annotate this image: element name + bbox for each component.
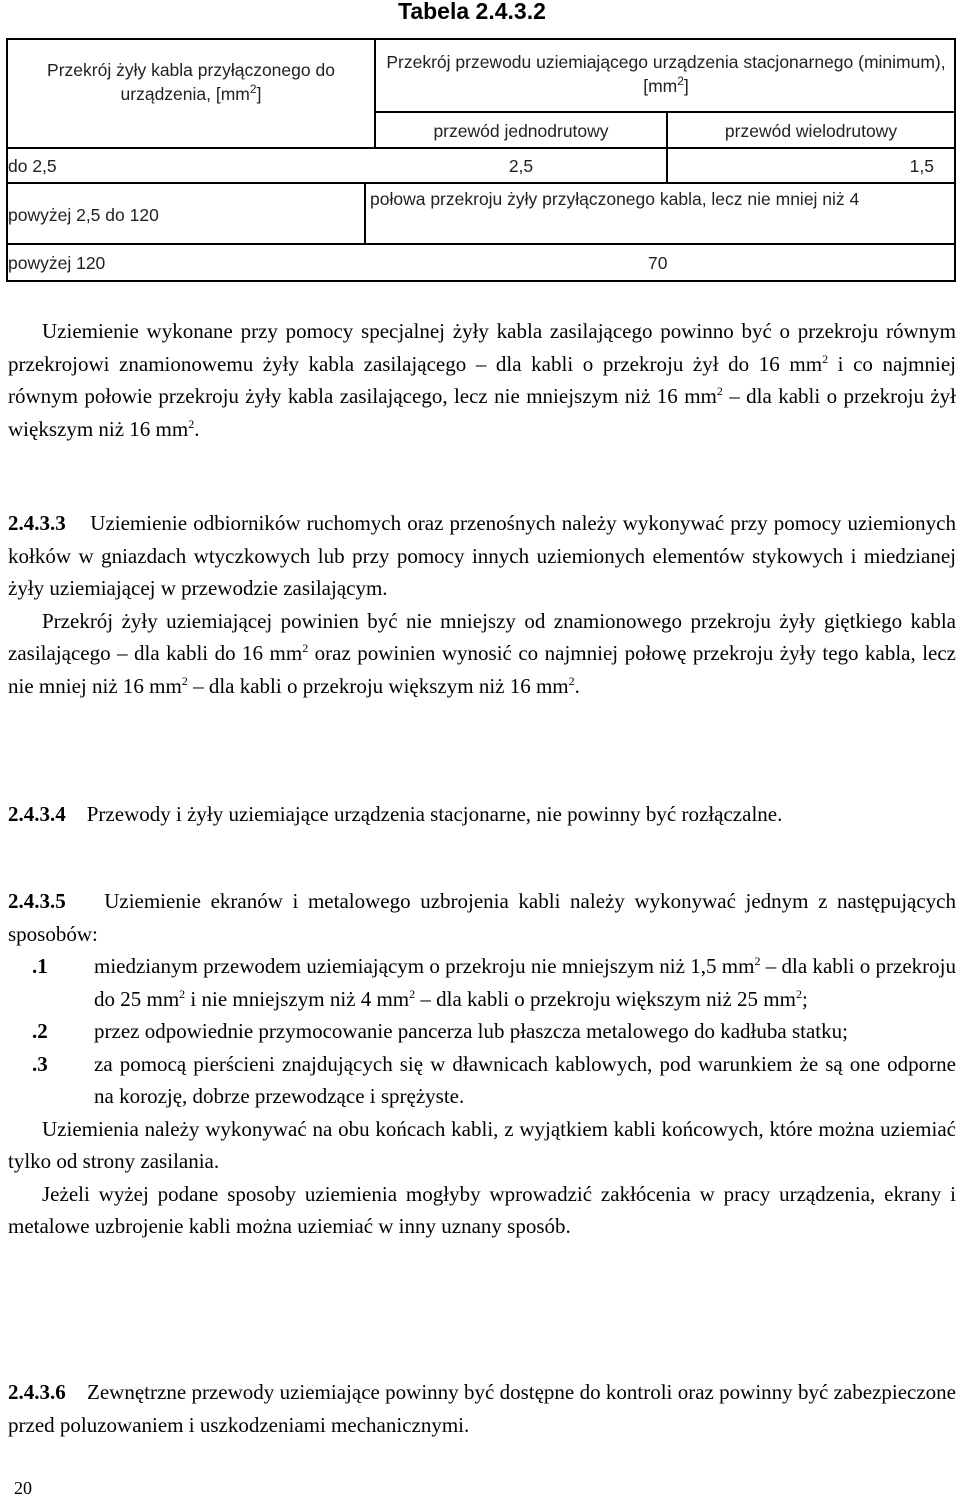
list-marker: .1 [32,954,48,978]
table-header-grounding-section: Przekrój przewodu uziemiającego urządzenia stacjonarnego (minimum), $[mm^2]$ [386,52,946,96]
paragraph: Uziemienie wykonane przy pomocy specjalnej żyły kabla zasilającego powinno być o przekroju równym przekrojowi znamionowemu żyły kabla zasilającego – dla kabli o przekroju żył do 16 $mm^2$ i co najmniej równym połowie przekroju żyły kabla zasilającego, lecz nie mniejszym niż 16 $mm^2$ – dla kabli o przekroju żył większym niż 16 $mm^2$. [8,319,956,441]
table-line [6,147,956,149]
table-line [364,182,366,243]
page-number: 20 [14,1478,32,1498]
paragraph: 2.4.3.6 Zewnętrzne przewody uziemiające powinny być dostępne do kontroli oraz powinny być zabezpieczone przed poluzowaniem i uszkodzeniami mechanicznymi. [8,1380,957,1437]
table-header-cable-section: Przekrój żyły kabla przyłączonego do urządzenia, $[mm^2]$ [47,60,335,104]
list-item: .2 przez odpowiednie przymocowanie pancerza lub płaszcza metalowego do kadłuba statku; [8,1015,956,1048]
section-number: 2.4.3.6 [8,1380,66,1404]
list-marker: .3 [32,1051,48,1076]
table-cell-merged: połowa przekroju żyły przyłączonego kabla, lecz nie mniej niż 4 [370,189,860,209]
table-line [6,38,956,40]
table-cell-range: powyżej 120 [8,253,106,273]
paragraph: 2.4.3.4 Przewody i żyły uziemiające urządzenia stacjonarne, nie powinny być rozłączalne. [8,802,783,826]
list-marker: .2 [32,1019,48,1043]
table-cell-merged: 70 [648,253,668,273]
paragraph: Uziemienia należy wykonywać na obu końcach kabli, z wyjątkiem kabli końcowych, które można uziemiać tylko od strony zasilania. [8,1116,956,1173]
table-line [6,280,956,282]
paragraph: Przekrój żyły uziemiającej powinien być nie mniejszy od znamionowego przekroju żyły giętkiego kabla zasilającego – dla kabli do 16 $mm^2$ oraz powinien wynosić co najmniej połowę przekroju żyły tego kabla, lecz nie mniej niż 16 $mm^2$ – dla kabli o przekroju większym niż 16 $mm^2$. [8,608,956,698]
section-2-4-3-4 [8,798,956,831]
cable-cross-section-table [6,38,956,282]
list-item: .3 za pomocą pierścieni znajdujących się w dławnicach kablowych, pod warunkiem że są one odporne na korozję, dobrze przewodzące i sprężyste. [8,1048,956,1113]
table-line [6,182,956,184]
table-line [954,38,956,282]
table-subheader-multi-wire: przewód wielodrutowy [724,121,898,141]
table-subheader-single-wire: przewód jednodrutowy [433,121,609,141]
paragraph: 2.4.3.5 Uziemienie ekranów i metalowego uzbrojenia kabli należy wykonywać jednym z następujących sposobów: [8,889,957,946]
section-2-4-3-6 [8,1376,956,1441]
table-cell-range: do 2,5 [8,156,57,176]
table-cell-range: powyżej 2,5 do 120 [8,205,159,225]
section-2-4-3-3 [8,507,956,702]
table-cell-multi: 1,5 [909,156,934,176]
paragraph: 2.4.3.3 Uziemienie odbiorników ruchomych oraz przenośnych należy wykonywać przy pomocy uziemionych kołków w gniazdach wtyczkowych lub przy pomocy innych uziemionych elementów stykowych i miedzianej żyły uziemiającej w przewodzie zasilającym. [8,511,957,600]
table-line [6,243,956,245]
section-number: 2.4.3.4 [8,802,66,826]
section-number: 2.4.3.5 [8,889,66,913]
table-cell-single: 2,5 [508,156,534,176]
section-2-4-3-5 [8,885,956,1243]
list-item: .1 miedzianym przewodem uziemiającym o przekroju nie mniejszym niż 1,5 $mm^2$ – dla kabli o przekroju do 25 $mm^2$ i nie mniejszym niż 4 $mm^2$ – dla kabli o przekroju większym niż 25 $mm^2$; [8,950,956,1015]
paragraph: Jeżeli wyżej podane sposoby uziemienia mogłyby wprowadzić zakłócenia w pracy urządzenia, ekrany i metalowe uzbrojenie kabli można uziemiać w inny uznany sposób. [8,1181,956,1238]
body-text [8,315,956,445]
section-number: 2.4.3.3 [8,511,66,535]
